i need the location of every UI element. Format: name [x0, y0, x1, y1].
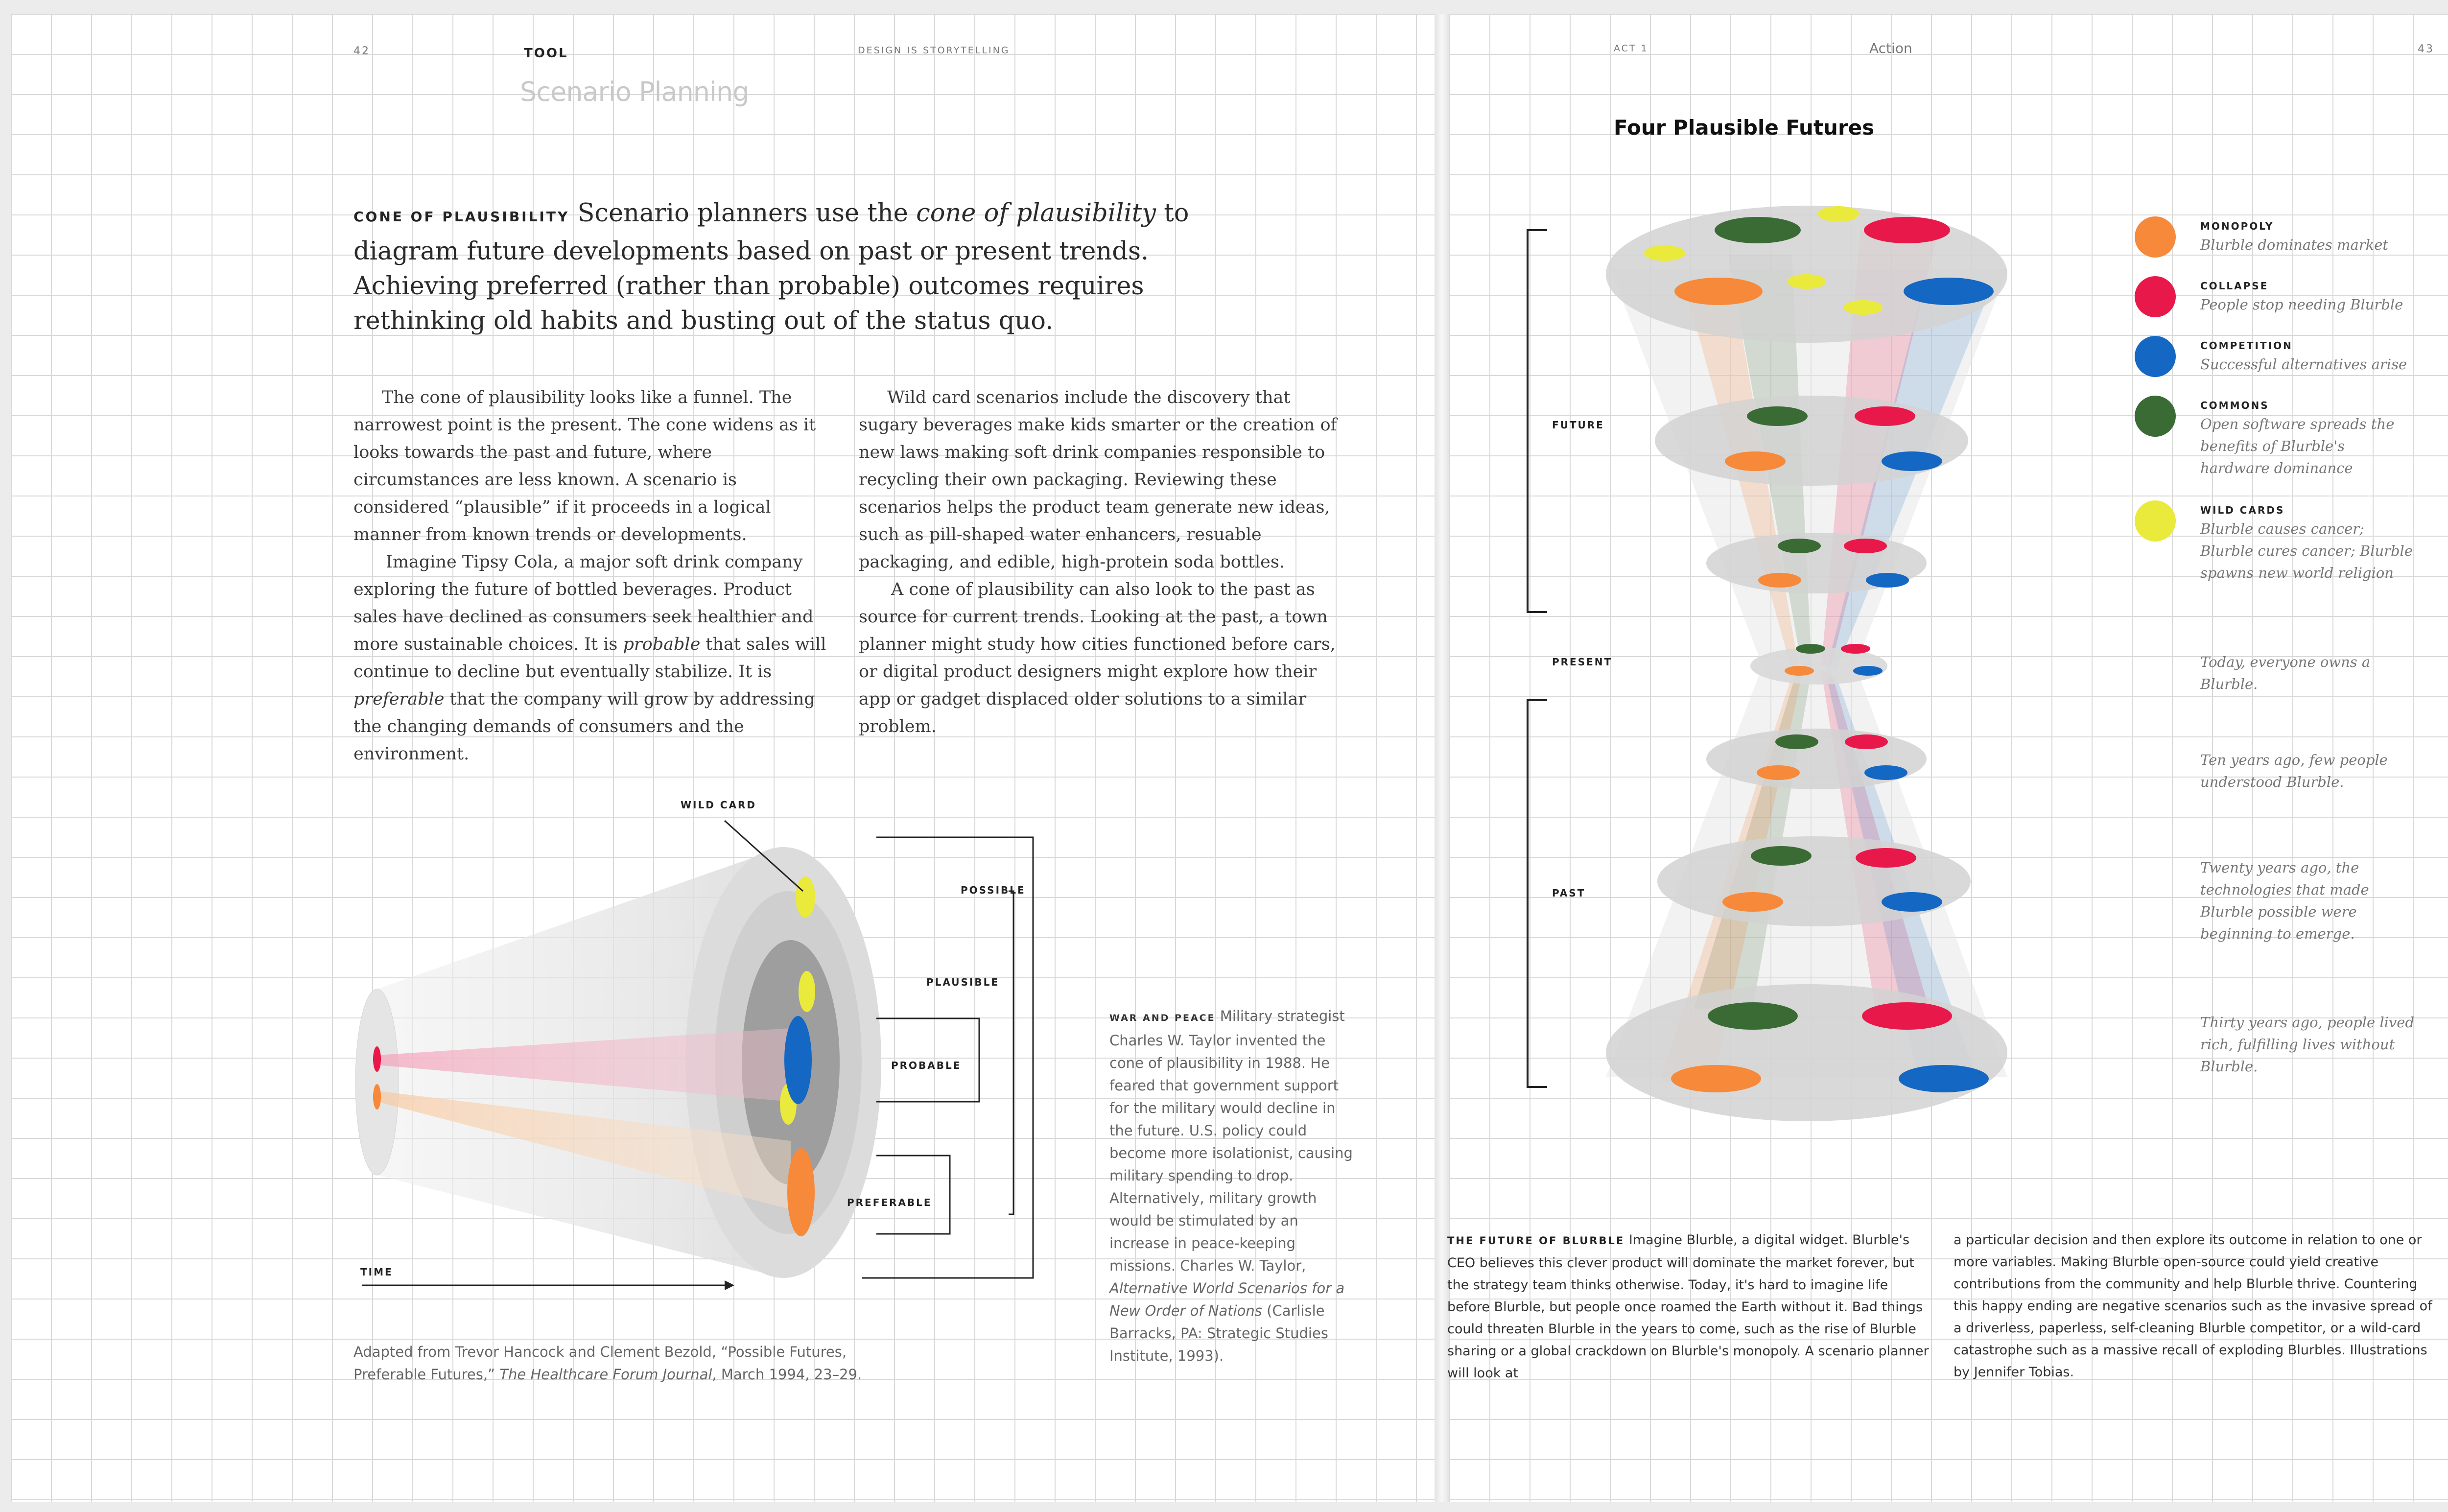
present-disc — [1750, 647, 1887, 685]
commons-dot — [1775, 734, 1818, 749]
collapse-swatch-icon — [2135, 276, 2176, 317]
commons-dot — [1708, 1002, 1798, 1030]
bracket-plausible — [1009, 891, 1013, 1214]
collapse-dot — [1845, 734, 1888, 749]
intro-text-a: Scenario planners use the — [569, 199, 917, 228]
intro-label: CONE OF PLAUSIBILITY — [353, 209, 570, 225]
label-time: TIME — [360, 1266, 393, 1278]
past-disc-3 — [1606, 984, 2007, 1121]
present-ellipse — [355, 989, 399, 1175]
label-possible: POSSIBLE — [961, 884, 1026, 896]
legend-desc: Successful alternatives arise — [2200, 356, 2407, 373]
label-preferable: PREFERABLE — [847, 1197, 932, 1208]
intro-italic: cone of plausibility — [916, 199, 1156, 228]
collapse-dot — [1844, 539, 1887, 553]
legend-item-monopoly — [2135, 215, 2409, 275]
wild-card-dot — [1787, 274, 1826, 289]
commons-dot — [1796, 644, 1825, 654]
past-bracket — [1528, 700, 1547, 1087]
present-red-dot — [373, 1046, 381, 1072]
present-orange-dot — [373, 1084, 381, 1110]
commons-dot — [1751, 846, 1812, 866]
competition-dot — [1882, 892, 1942, 912]
commons-swatch-icon — [2135, 396, 2176, 437]
running-header-action: Action — [1869, 40, 1912, 56]
legend — [2135, 215, 2413, 592]
note-today: Today, everyone owns a Blurble. — [2200, 654, 2371, 692]
page-number-right: 43 — [2418, 43, 2434, 55]
chart-title: Four Plausible Futures — [1614, 116, 1875, 140]
bracket-preferable — [876, 1156, 950, 1234]
future-of-blurble-label: THE FUTURE OF BLURBLE — [1447, 1235, 1625, 1247]
legend-item-collapse — [2135, 275, 2409, 335]
axis-past: PAST — [1552, 887, 1586, 899]
monopoly-dot — [1674, 278, 1763, 305]
monopoly-dot — [1785, 666, 1814, 676]
future-of-blurble-col1: THE FUTURE OF BLURBLE Imagine Blurble, a digital widget. Blurble's CEO believes this clever product will dominate the market forever, but the strategy team thinks otherwise. Today, it's hard to imagine life before Blurble, but people once roamed the Earth without it. Bad things could threaten Blurble in the years to come, such as the rise of Blurble sharing or a global crackdown on Blurble's monopoly. A scenario planner will look at — [1447, 1232, 1929, 1381]
monopoly-dot — [1758, 573, 1801, 588]
competition-dot — [1904, 278, 1994, 305]
wild-card-dot — [1843, 300, 1883, 315]
collapse-dot — [1862, 1002, 1952, 1030]
competition-swatch-icon — [2135, 336, 2176, 377]
page-number-left: 42 — [353, 45, 370, 57]
note-ten-years: Ten years ago, few people understood Blurble. — [2200, 752, 2388, 790]
legend-label: WILD CARDS — [2200, 504, 2285, 516]
col2-paragraph-1: Wild card scenarios include the discovery that sugary beverages make kids smarter or the creation of new laws making soft drink companies responsible to recycling their own packaging. Reviewing these scenarios helps the product team generate new ideas, such as pill-shaped water enhancers, resuable packaging, and edible, high-protein soda bottles. — [859, 388, 1337, 572]
col1-paragraph-2: Imagine Tipsy Cola, a major soft drink company exploring the future of bottled beverages. Product sales have declined as consumers seek healthier and more sustainable choices. It is probable that sales will continue to decline but eventually stabilize. It is preferable that the company will grow by addressing the changing demands of consumers and the environment. — [353, 552, 826, 764]
war-and-peace-label: WAR AND PEACE — [1109, 1013, 1216, 1023]
plausible-dot — [799, 971, 815, 1012]
note-twenty-years: Twenty years ago, the technologies that made Blurble possible were beginning to emerge. — [2200, 859, 2369, 942]
col2-paragraph-2: A cone of plausibility can also look to the past as source for current trends. Looking at the past, a town planner might study how cities functioned before cars, or digital product designers might explore how their app or gadget displaced older solutions to a similar problem. — [859, 580, 1336, 736]
competition-dot — [1864, 765, 1907, 780]
section-title: Scenario Planning — [520, 76, 749, 107]
collapse-dot — [1864, 217, 1950, 243]
commons-dot — [1778, 539, 1821, 553]
commons-dot — [1747, 406, 1808, 426]
legend-label: COMPETITION — [2200, 340, 2293, 352]
monopoly-dot — [1671, 1065, 1761, 1092]
note-thirty-years: Thirty years ago, people lived rich, fulfilling lives without Blurble. — [2200, 1014, 2415, 1075]
legend-desc: People stop needing Blurble — [2200, 296, 2403, 313]
war-and-peace-note: WAR AND PEACE Military strategist Charles W. Taylor invented the cone of plausibility in 1988. He feared that government support for the military would decline in the future. U.S. policy could become more isolationist, causing military spending to drop. Alternatively, military growth would be stimulated by an increase in peace-keeping missions. Charles W. Taylor, Alternative World Scenarios for a New Order of Nations (Carlisle Barracks, PA: Strategic Studies Institute, 1993). — [1109, 1008, 1353, 1364]
preferable-dot — [787, 1148, 815, 1236]
future-of-blurble-col2: a particular decision and then explore its outcome in relation to one or more variables. Making Blurble open-source could yield creative contributions from the community and help Blurble thrive. Countering this happy ending are negative scenarios such as the invasive spread of a driverless, paperless, self-cleaning Blurble competitor, or a wild-card catastrophe such as a massive recall of exploding Blurbles. Illustrations by Jennifer Tobias. — [1954, 1232, 2432, 1380]
wild-cards-swatch-icon — [2135, 500, 2176, 542]
legend-label: COMMONS — [2200, 400, 2269, 411]
source-caption: Adapted from Trevor Hancock and Clement Bezold, “Possible Futures, Preferable Futures,” The Healthcare Forum Journal, March 1994, 23–29. — [353, 1344, 862, 1383]
future-bracket — [1528, 230, 1547, 612]
axis-future: FUTURE — [1552, 419, 1604, 431]
future-disc-2 — [1655, 396, 1968, 486]
bracket-possible — [862, 837, 1033, 1278]
legend-item-wild-cards — [2135, 499, 2413, 592]
monopoly-dot — [1722, 892, 1783, 912]
body-column-2 — [859, 384, 1339, 740]
collapse-dot — [1856, 848, 1916, 868]
label-probable: PROBABLE — [891, 1060, 962, 1071]
col1-paragraph-1: The cone of plausibility looks like a funnel. The narrowest point is the present. The cone widens as it looks towards the past and future, where circumstances are less known. A scenario is considered “plausible” if it proceeds in a logical manner from known trends or developments. — [353, 388, 816, 544]
wild-card-dot — [1818, 206, 1859, 222]
legend-label: MONOPOLY — [2200, 220, 2274, 232]
label-plausible: PLAUSIBLE — [926, 976, 1000, 988]
running-header-left: DESIGN IS STORYTELLING — [858, 45, 1010, 56]
monopoly-swatch-icon — [2135, 216, 2176, 258]
axis-present: PRESENT — [1552, 656, 1613, 668]
label-wild-card: WILD CARD — [681, 799, 756, 811]
body-column-1 — [353, 384, 833, 768]
legend-desc: Blurble dominates market — [2200, 236, 2389, 253]
competition-dot — [1899, 1065, 1989, 1092]
intro-deck — [353, 196, 1196, 338]
monopoly-dot — [1725, 451, 1786, 471]
legend-desc: Open software spreads the benefits of Blurble's hardware dominance — [2200, 416, 2395, 476]
commons-dot — [1715, 217, 1801, 243]
monopoly-dot — [1757, 765, 1800, 780]
competition-dot — [1882, 451, 1942, 471]
legend-item-competition — [2135, 335, 2409, 395]
cone-diagram — [343, 783, 1067, 1302]
time-arrow-icon — [725, 1280, 734, 1290]
competition-dot — [1866, 573, 1909, 588]
legend-item-commons — [2135, 395, 2409, 499]
wild-card-dot — [1644, 245, 1685, 261]
collapse-dot — [1855, 406, 1915, 426]
wild-card-dot — [796, 876, 815, 918]
section-label: TOOL — [524, 46, 568, 61]
competition-dot — [1853, 666, 1883, 676]
intro-text-b: to diagram future developments based on past or present trends. Achieving preferred (rather than probable) outcomes requires rethinking old habits and busting out of the status quo. — [353, 199, 1189, 335]
probable-dot — [784, 1016, 812, 1104]
collapse-dot — [1841, 644, 1870, 654]
past-disc-2 — [1657, 836, 1971, 926]
running-header-act: ACT 1 — [1614, 43, 1648, 54]
legend-label: COLLAPSE — [2200, 280, 2269, 292]
past-disc-1 — [1706, 729, 1927, 789]
legend-desc: Blurble causes cancer; Blurble cures cancer; Blurble spawns new world religion — [2200, 520, 2413, 581]
